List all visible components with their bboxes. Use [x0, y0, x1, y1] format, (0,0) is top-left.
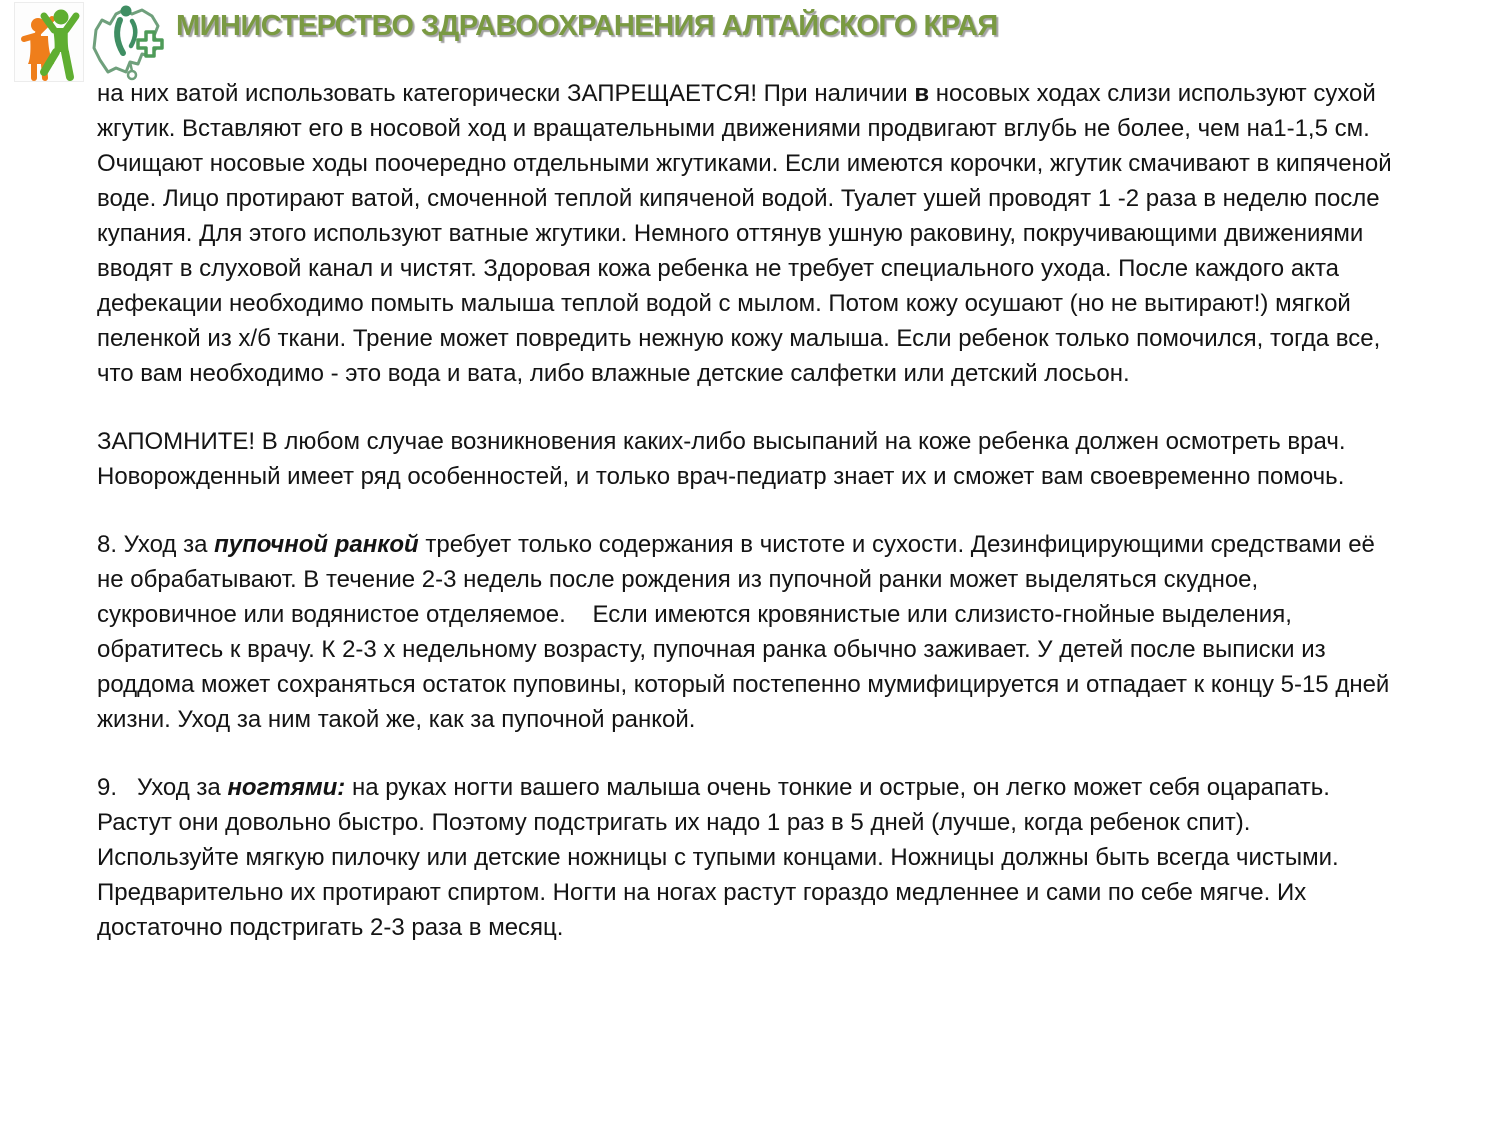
page-title: МИНИСТЕРСТВО ЗДРАВООХРАНЕНИЯ АЛТАЙСКОГО КРАЯ — [176, 10, 998, 42]
header — [0, 0, 1500, 86]
text-run: 8. Уход за — [97, 531, 215, 558]
paragraph-nose-ear-skin-care — [97, 76, 1399, 391]
region-map-cross-icon — [86, 0, 166, 82]
text-run: на руках ногти вашего малыша очень тонкие и острые, он легко может себя оцарапать. Растут они довольно быстро. Поэтому подстригать их надо 1 раз в 5 дней (лучше, когда ребенок спит). Используйте мягкую пилочку или детские ножницы с тупыми концами. Ножницы должны быть всегда чистыми. Предварительно их протирают спиртом. Ногти на ногах растут гораздо медленнее и сами по себе мягче. Их достаточно подстригать 2-3 раза в месяц. — [97, 774, 1346, 941]
paragraph-8-umbilical-wound-care — [97, 527, 1395, 737]
paragraph-remember-warning — [97, 424, 1395, 494]
text-run: на них ватой использовать категорически ЗАПРЕЩАЕТСЯ! При наличии — [97, 80, 915, 107]
text-run: ногтями: — [227, 774, 346, 801]
text-run: ЗАПОМНИТЕ! В любом случае возникновения каких-либо высыпаний на коже ребенка должен осмотреть врач. Новорожденный имеет ряд особенностей, и только врач-педиатр знает их и сможет вам своевременно помочь. — [97, 428, 1353, 490]
body-text — [97, 76, 1399, 978]
ministry-region-logo — [86, 0, 166, 82]
dancing-figures-logo — [14, 2, 84, 82]
text-run: 9. Уход за — [97, 774, 228, 801]
text-run: требует только содержания в чистоте и сухости. Дезинфицирующими средствами её не обрабатывают. В течение 2-3 недель после рождения из пупочной ранки может выделяться скудное, сукровичное или водянистое отделяемое. Если имеются кровянистые или слизисто-гнойные выделения, обратитесь к врачу. К 2-3 х недельному возрасту, пупочная ранка обычно заживает. У детей после выписки из роддома может сохраняться остаток пуповины, который постепенно мумифицируется и отпадает к концу 5-15 дней жизни. Уход за ним такой же, как за пупочной ранкой. — [97, 531, 1397, 733]
dancing-figures-icon — [14, 2, 84, 82]
paragraph-9-nail-care — [97, 770, 1395, 945]
text-run: в — [914, 80, 930, 107]
text-run: носовых ходах слизи используют сухой жгутик. Вставляют его в носовой ход и вращательными движениями продвигают вглубь не более, чем на1-1,5 см. Очищают носовые ходы поочередно отдельными жгутиками. Если имеются корочки, жгутик смачивают в кипяченой воде. Лицо протирают ватой, смоченной теплой кипяченой водой. Туалет ушей проводят 1 -2 раза в неделю после купания. Для этого используют ватные жгутики. Немного оттянув ушную раковину, покручивающими движениями вводят в слуховой канал и чистят. Здоровая кожа ребенка не требует специального ухода. После каждого акта дефекации необходимо помыть малыша теплой водой с мылом. Потом кожу осушают (но не вытирают!) мягкой пеленкой из х/б ткани. Трение может повредить нежную кожу малыша. Если ребенок только помочился, тогда все, что вам необходимо - это вода и вата, либо влажные детские салфетки или детский лосьон. — [97, 80, 1399, 387]
text-run: пупочной ранкой — [214, 531, 419, 558]
